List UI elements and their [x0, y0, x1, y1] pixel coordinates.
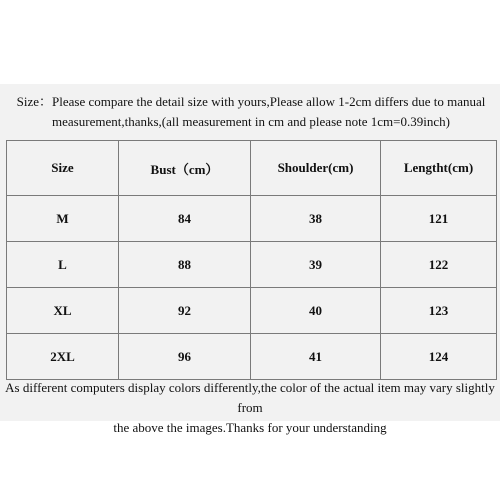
table-row	[7, 196, 497, 242]
cell-bust: 88	[119, 242, 251, 288]
cell-shoulder: 40	[251, 288, 381, 334]
size-table	[6, 140, 497, 380]
cell-shoulder: 41	[251, 334, 381, 380]
table-row	[7, 334, 497, 380]
color-disclaimer-line-1: As different computers display colors differently,the color of the actual item may vary slightly from	[5, 380, 495, 415]
column-header-bust: Bust（cm）	[119, 141, 251, 196]
cell-length: 123	[381, 288, 497, 334]
cell-size: M	[7, 196, 119, 242]
cell-shoulder: 38	[251, 196, 381, 242]
cell-size: 2XL	[7, 334, 119, 380]
color-disclaimer	[0, 378, 500, 438]
column-header-length: Lengtht(cm)	[381, 141, 497, 196]
color-disclaimer-line-2: the above the images.Thanks for your understanding	[113, 420, 387, 435]
table-header-row	[7, 141, 497, 196]
cell-bust: 92	[119, 288, 251, 334]
size-note-line-2: measurement,thanks,(all measurement in cm and please note 1cm=0.39inch)	[52, 114, 450, 129]
table-row	[7, 288, 497, 334]
cell-length: 121	[381, 196, 497, 242]
cell-shoulder: 39	[251, 242, 381, 288]
cell-length: 124	[381, 334, 497, 380]
cell-size: L	[7, 242, 119, 288]
cell-length: 122	[381, 242, 497, 288]
size-note-line-1: Size：Please compare the detail size with yours,Please allow 1-2cm differs due to manual	[16, 94, 486, 109]
cell-bust: 84	[119, 196, 251, 242]
table-row	[7, 242, 497, 288]
size-note	[6, 92, 496, 132]
column-header-shoulder: Shoulder(cm)	[251, 141, 381, 196]
cell-bust: 96	[119, 334, 251, 380]
cell-size: XL	[7, 288, 119, 334]
column-header-size: Size	[7, 141, 119, 196]
